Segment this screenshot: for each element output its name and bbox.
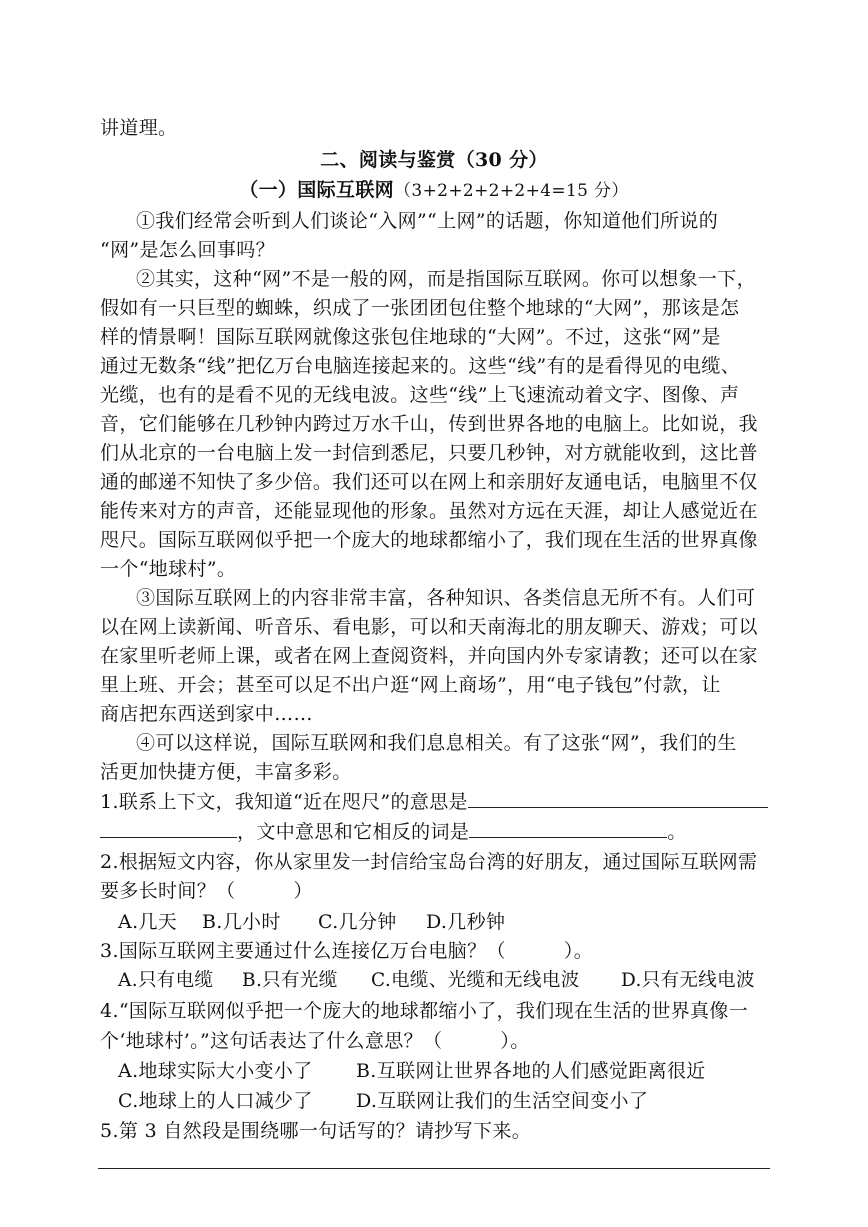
question-1-prompt: 1.联系上下文，我知道“近在咫尺”的意思是 [100,791,468,813]
option-a[interactable]: A.只有电缆 [118,970,214,991]
passage-title-score: （3+2+2+2+2+4=15 分） [394,181,629,201]
option-a[interactable]: A.地球实际大小变小了 [118,1060,313,1082]
question-3: 3.国际互联网主要通过什么连接亿万台电脑？（ ）。 [100,940,594,962]
question-1 [100,788,768,816]
passage-line: 里上班、开会；甚至可以足不出户逛“网上商场”，用“电子钱包”付款，让 [100,674,721,696]
option-b[interactable]: B.只有光缆 [242,970,338,991]
passage-line: 一个“地球村”。 [100,558,237,580]
question-1-prompt-2: ，文中意思和它相反的词是 [237,821,470,843]
option-b[interactable]: B.互联网让世界各地的人们感觉距离很近 [356,1060,706,1082]
option-a[interactable]: A.几天 [118,911,178,933]
passage-line: ②其实，这种“网”不是一般的网，而是指国际互联网。你可以想象一下， [136,268,756,290]
question-1-end: 。 [667,821,687,843]
passage-line: 光缆，也有的是看不见的无线电波。这些“线”上飞速流动着文字、图像、声 [100,384,740,406]
passage-line: “网”是怎么回事吗？ [100,239,275,261]
question-2-cont: 要多长时间？（ ） [100,880,313,902]
option-b[interactable]: B.几小时 [202,911,281,933]
passage-line: 样的情景啊！国际互联网就像这张包住地球的“大网”。不过，这张“网”是 [100,326,721,348]
option-d[interactable]: D.只有无线电波 [621,970,755,991]
option-c[interactable]: C.地球上的人口减少了 [118,1090,313,1112]
answer-blank-1b[interactable] [100,819,237,838]
question-4-cont: 个‘地球村’。”这句话表达了什么意思？（ ）。 [100,1030,530,1052]
option-c[interactable]: C.几分钟 [318,911,397,933]
answer-line-5[interactable] [98,1168,770,1169]
question-4: 4.“国际互联网似乎把一个庞大的地球都缩小了，我们现在生活的世界真像一 [100,1000,749,1022]
carryover-text: 讲道理。 [100,117,178,139]
passage-line: 通过无数条“线”把亿万台电脑连接起来的。这些“线”有的是看得见的电缆、 [100,355,741,377]
answer-blank-1a[interactable] [468,789,768,808]
question-2: 2.根据短文内容，你从家里发一封信给宝岛台湾的好朋友，通过国际互联网需 [100,851,758,873]
passage-line: 假如有一只巨型的蜘蛛，织成了一张团团包住整个地球的“大网”，那该是怎 [100,297,740,319]
question-2-options [118,908,505,936]
option-d[interactable]: D.几秒钟 [426,911,506,933]
question-1-cont [100,818,687,846]
passage-title-label: （一）国际互联网 [239,179,395,201]
passage-line: ④可以这样说，国际互联网和我们息息相关。有了这张“网”，我们的生 [136,732,737,754]
passage-line: 在家里听老师上课，或者在网上查阅资料，并向国内外专家请教；还可以在家 [100,645,758,667]
question-3-options [118,967,755,995]
option-c[interactable]: C.电缆、光缆和无线电波 [371,970,580,991]
section-title: 二、阅读与鉴赏（30 分） [320,149,548,171]
passage-line: 们从北京的一台电脑上发一封信到悉尼，只要几秒钟，对方就能收到，这比普 [100,442,758,464]
passage-line: 以在网上读新闻、听音乐、看电影，可以和天南海北的朋友聊天、游戏；可以 [100,616,758,638]
passage-line: ③国际互联网上的内容非常丰富，各种知识、各类信息无所不有。人们可 [136,587,756,609]
passage-line: 商店把东西送到家中…… [100,703,313,725]
passage-line: 咫尺。国际互联网似乎把一个庞大的地球都缩小了，我们现在生活的世界真像 [100,529,758,551]
question-5: 5.第 3 自然段是围绕哪一句话写的？请抄写下来。 [100,1120,532,1142]
passage-title [0,176,868,205]
question-4-options-row-2 [118,1087,648,1115]
passage-line: 音，它们能够在几秒钟内跨过万水千山，传到世界各地的电脑上。比如说，我 [100,413,758,435]
passage-line: 能传来对方的声音，还能显现他的形象。虽然对方远在天涯，却让人感觉近在 [100,500,758,522]
passage-line: 活更加快捷方便，丰富多彩。 [100,761,352,783]
passage-line: 通的邮递不知快了多少倍。我们还可以在网上和亲朋好友通电话，电脑里不仅 [100,471,758,493]
answer-blank-1c[interactable] [469,819,667,838]
passage-line: ①我们经常会听到人们谈论“入网”“上网”的话题，你知道他们所说的 [136,210,719,232]
question-4-options-row-1 [118,1057,706,1085]
option-d[interactable]: D.互联网让我们的生活空间变小了 [356,1090,649,1112]
